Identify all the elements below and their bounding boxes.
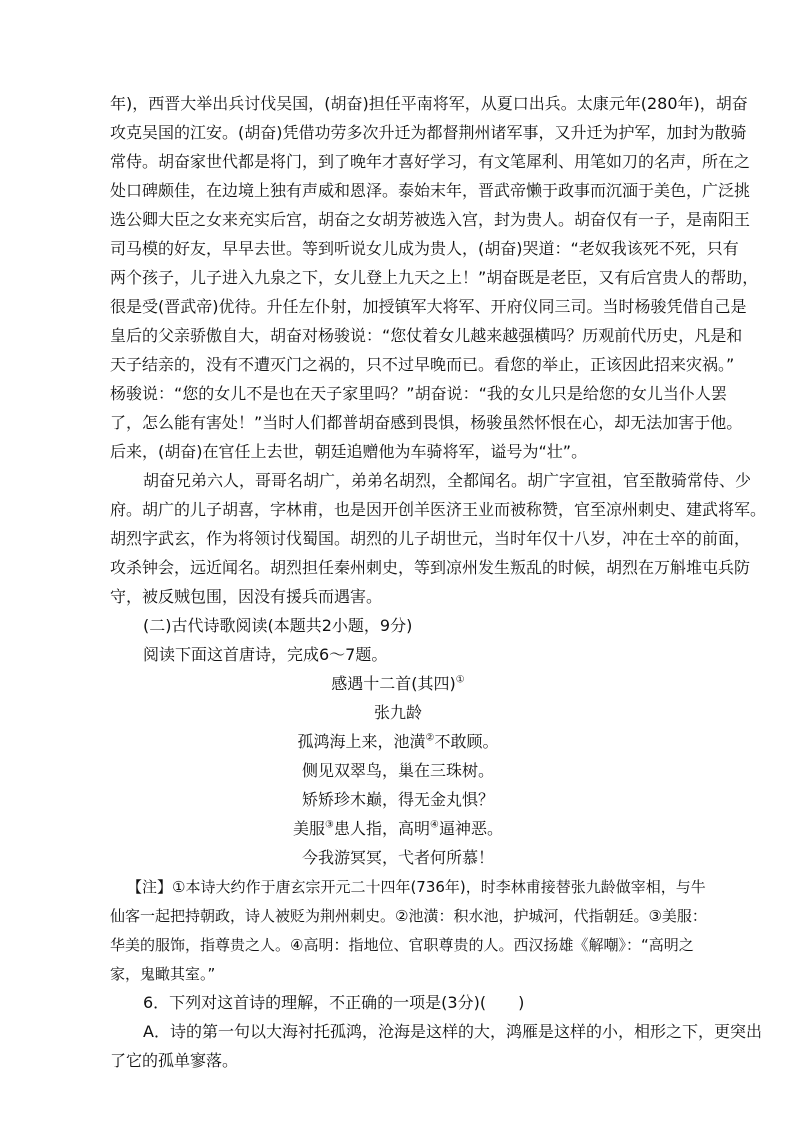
poem-line-text: 美服 xyxy=(293,819,326,838)
section-heading: (二)古代诗歌阅读(本题共2小题，9分) xyxy=(143,616,413,635)
option-a-continued: 了它的孤单寥落。 xyxy=(110,1051,239,1070)
footnote-marker: ④ xyxy=(430,819,439,831)
text-line: 司马模的好友，早早去世。等到听说女儿成为贵人，(胡奋)哭道：“老奴我该死不死，只有 xyxy=(110,239,739,258)
text-line: 了，怎么能有害处！”当时人们都普胡奋感到畏惧，杨骏虽然怀恨在心，却无法加害于他。 xyxy=(110,413,743,432)
poem-line xyxy=(110,732,686,752)
poem-line: 侧见双翠鸟，巢在三珠树。 xyxy=(301,761,494,780)
text-line: 皇后的父亲骄傲自大，胡奋对杨骏说：“您仗着女儿越来越强横吗？历观前代历史，凡是和 xyxy=(110,326,743,345)
notes-line: 家，鬼瞰其室。” xyxy=(110,965,216,983)
text-line: 胡烈字武玄，作为将领讨伐蜀国。胡烈的儿子胡世元，当时年仅十八岁，冲在士卒的前面， xyxy=(110,529,751,548)
text-line: 年)，西晋大举出兵讨伐吴国，(胡奋)担任平南将军，从夏口出兵。太康元年(280年)，胡奋 xyxy=(110,94,748,113)
text-line: 很是受(晋武帝)优待。升任左仆射，加授镇军大将军、开府仪同三司。当时杨骏凭借自己是 xyxy=(110,297,747,316)
poem-line-text: 逼神恶。 xyxy=(438,819,503,838)
option-a: A．诗的第一句以大海衬托孤鸿，沧海是这样的大，鸿雁是这样的小，相形之下，更突出 xyxy=(143,1022,762,1041)
text-line: 攻杀钟会，远近闻名。胡烈担任秦州刺史，等到凉州发生叛乱的时候，胡烈在万斛堆屯兵防 xyxy=(110,558,751,577)
notes-line: 仙客一起把持朝政，诗人被贬为荆州刺史。②池潢：积水池，护城河，代指朝廷。③美服： xyxy=(110,907,707,925)
footnote-marker: ① xyxy=(455,674,465,686)
text-line: 两个孩子，儿子进入九泉之下，女儿登上九天之上！”胡奋既是老臣，又有后宫贵人的帮助， xyxy=(110,268,759,287)
text-line: 天子结亲的，没有不遭灭门之祸的，只不过早晚而已。看您的举止，正该因此招来灾祸。” xyxy=(110,355,735,374)
text-line: 攻克吴国的江安。(胡奋)凭借功劳多次升迁为都督荆州诸军事，又升迁为护军，加封为散骑 xyxy=(110,123,747,142)
poem-title-text: 感遇十二首(其四) xyxy=(331,674,456,693)
text-line: 后来，(胡奋)在官任上去世，朝廷追赠他为车骑将军，谥号为“壮”。 xyxy=(110,442,588,461)
text-line: 处口碑颇佳，在边境上独有声威和恩泽。泰始末年，晋武帝懒于政事而沉湎于美色，广泛挑 xyxy=(110,181,751,200)
poem-author: 张九龄 xyxy=(373,703,422,722)
footnote-marker: ② xyxy=(425,732,435,744)
footnote-marker: ③ xyxy=(325,819,334,831)
text-line: 杨骏说：“您的女儿不是也在天子家里吗？”胡奋说：“我的女儿只是给您的女儿当仆人罢 xyxy=(110,384,727,403)
text-line: 府。胡广的儿子胡喜，字林甫，也是因开创羊医济王业而被称赞，官至凉州刺史、建武将军。 xyxy=(110,500,767,519)
poem-line-text: 孤鸿海上来，池潢 xyxy=(297,732,426,751)
question-stem: 6．下列对这首诗的理解，不正确的一项是(3分)( ) xyxy=(143,993,525,1012)
poem-line-text: 患人指，高明 xyxy=(333,819,430,838)
poem-line xyxy=(110,819,686,839)
poem-title xyxy=(110,674,686,694)
text-line: 守，被反贼包围，因没有援兵而遇害。 xyxy=(110,587,383,606)
poem-line-text: 不敢顾。 xyxy=(434,732,499,751)
text-line: 胡奋兄弟六人，哥哥名胡广，弟弟名胡烈，全都闻名。胡广字宣祖，官至散骑常侍、少 xyxy=(143,471,752,490)
poem-line: 矫矫珍木巅，得无金丸惧？ xyxy=(301,790,494,809)
text-line: 常侍。胡奋家世代都是将门，到了晚年才喜好学习，有文笔犀利、用笔如刀的名声，所在之 xyxy=(110,152,751,171)
notes-line: 【注】①本诗大约作于唐玄宗开元二十四年(736年)，时李林甫接替张九龄做宰相，与牛 xyxy=(127,878,706,896)
notes-line: 华美的服饰，指尊贵之人。④高明：指地位、官职尊贵的人。西汉扬雄《解嘲》：“高明之 xyxy=(110,936,694,954)
section-instruction: 阅读下面这首唐诗，完成6～7题。 xyxy=(143,645,388,664)
text-line: 选公卿大臣之女来充实后宫，胡奋之女胡芳被选入宫，封为贵人。胡奋仅有一子，是南阳王 xyxy=(110,210,751,229)
poem-line: 今我游冥冥，弋者何所慕！ xyxy=(301,848,494,867)
